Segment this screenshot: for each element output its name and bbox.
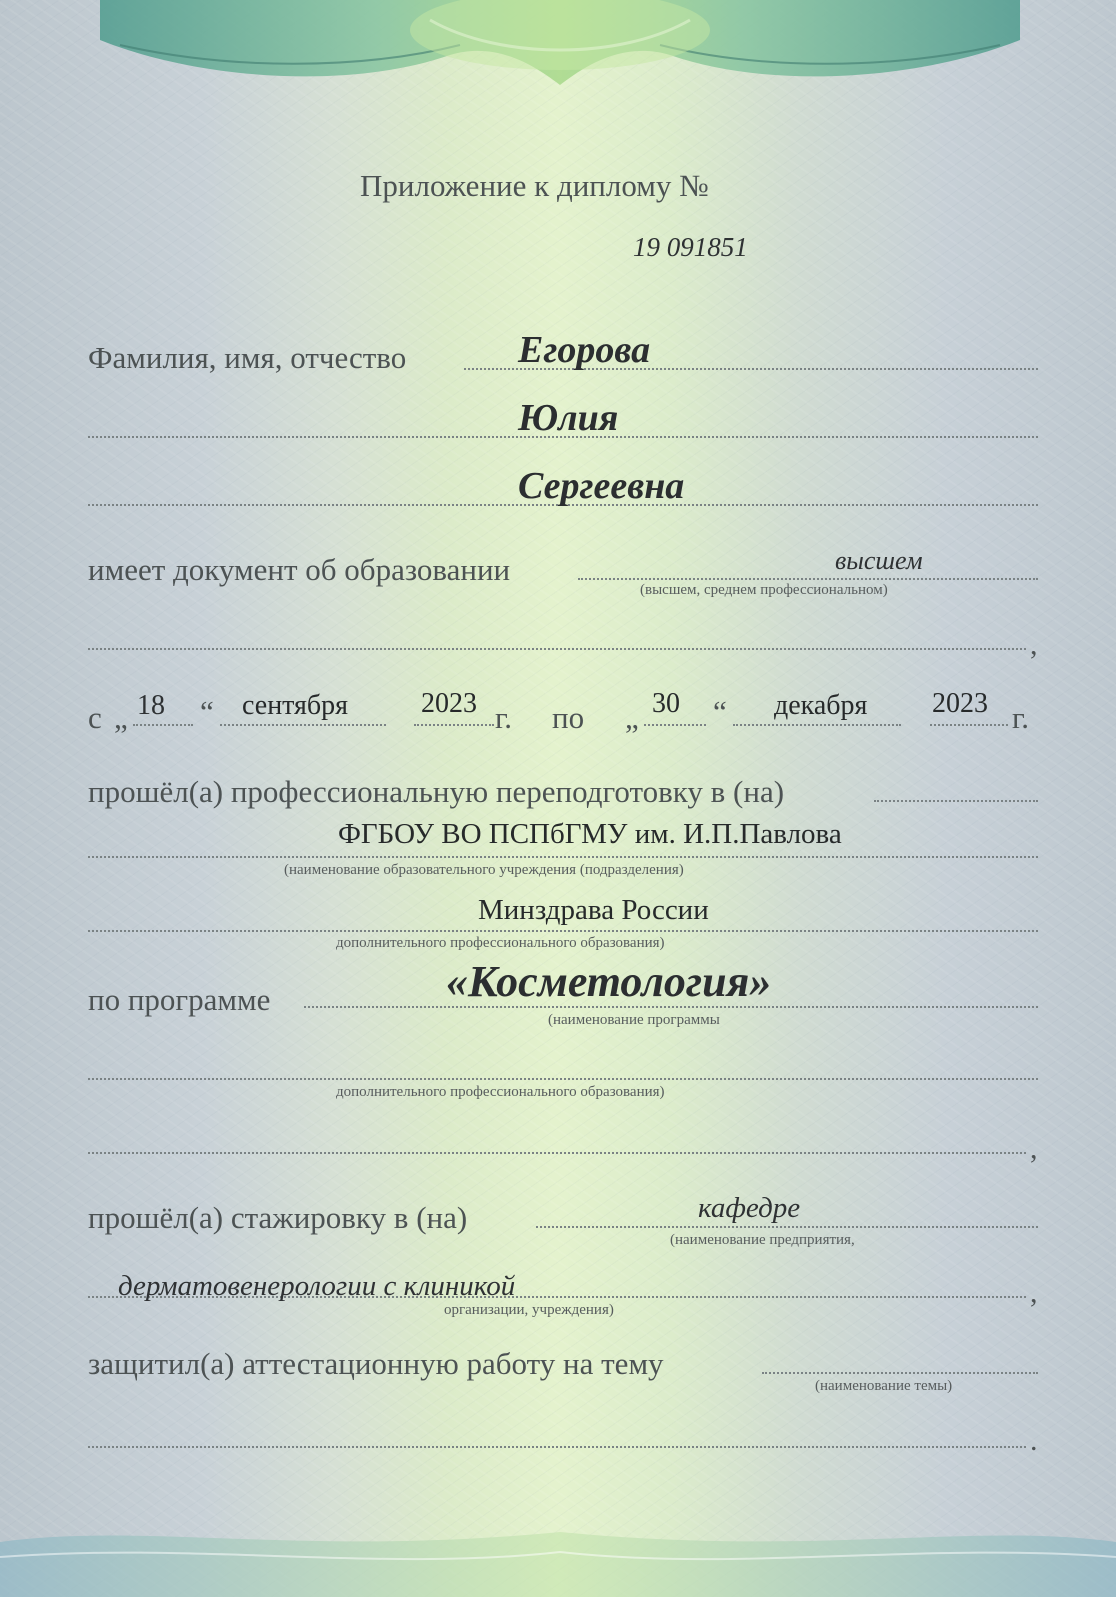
retraining-line-2: [88, 856, 1038, 858]
to-day-value: 30: [652, 688, 680, 719]
thesis-period: .: [1030, 1424, 1038, 1457]
period-prefix: с: [88, 700, 102, 735]
first-name-value: Юлия: [518, 397, 619, 439]
institution-line-2: Минздрава России: [478, 894, 709, 926]
internship-value-1: кафедре: [698, 1192, 801, 1224]
patronymic-value: Сергеевна: [518, 465, 685, 507]
program-comma: ,: [1030, 1132, 1038, 1165]
guilloche-ornament-top: [0, 0, 1116, 130]
program-value: «Косметология»: [446, 957, 772, 1006]
program-caption-2: дополнительного профессионального образования): [336, 1084, 665, 1100]
program-line-2: [88, 1078, 1038, 1080]
to-year-value: 2023: [932, 688, 988, 719]
thesis-line-1: [762, 1372, 1038, 1374]
to-month-line: [733, 724, 901, 726]
from-year-suffix: г.: [495, 700, 512, 735]
from-month-value: сентября: [242, 690, 349, 721]
thesis-caption: (наименование темы): [815, 1378, 953, 1394]
thesis-line-2: [88, 1446, 1026, 1448]
institution-caption: (наименование образовательного учреждения (подразделения): [284, 862, 684, 878]
institution-line-1: ФГБОУ ВО ПСПбГМУ им. И.П.Павлова: [338, 818, 842, 850]
internship-label: прошёл(а) стажировку в (на): [88, 1200, 468, 1235]
thesis-label: защитил(а) аттестационную работу на тему: [88, 1346, 664, 1381]
diploma-number: 19 091851: [633, 232, 748, 262]
period-close-quote-1: “: [200, 694, 214, 729]
education-value: высшем: [835, 546, 923, 575]
internship-line-1: [536, 1226, 1038, 1228]
period-close-quote-2: “: [713, 694, 727, 729]
from-day-value: 18: [137, 690, 165, 721]
education-label: имеет документ об образовании: [88, 552, 511, 587]
program-line-3: [88, 1152, 1026, 1154]
program-caption: (наименование программы: [548, 1012, 720, 1028]
from-month-line: [220, 724, 386, 726]
from-year-value: 2023: [421, 688, 477, 719]
education-comma: ,: [1030, 628, 1038, 661]
retraining-line-3: [88, 930, 1038, 932]
internship-value-2: дерматовенерологии с клиникой: [118, 1270, 516, 1302]
retraining-label: прошёл(а) профессиональную переподготовку в (на): [88, 774, 785, 809]
to-month-value: декабря: [774, 690, 868, 721]
fio-label: Фамилия, имя, отчество: [88, 340, 407, 375]
internship-caption-1: (наименование предприятия,: [670, 1232, 855, 1248]
to-year-suffix: г.: [1012, 700, 1029, 735]
internship-comma: ,: [1030, 1276, 1038, 1309]
from-day-line: [133, 724, 193, 726]
to-day-line: [644, 724, 706, 726]
from-year-line: [414, 724, 494, 726]
to-year-line: [930, 724, 1008, 726]
period-by: по: [552, 700, 585, 735]
institution-caption-2: дополнительного профессионального образования): [336, 935, 665, 951]
period-open-quote-2: „: [625, 700, 639, 735]
surname-value: Егорова: [518, 329, 651, 371]
education-line: [578, 578, 1038, 580]
program-label: по программе: [88, 982, 271, 1017]
guilloche-ornament-bottom: [0, 1487, 1116, 1597]
education-caption: (высшем, среднем профессиональном): [640, 582, 888, 598]
period-open-quote-1: „: [114, 700, 128, 735]
document-title: Приложение к диплому №: [360, 168, 709, 203]
retraining-line-1: [874, 800, 1038, 802]
education-line-2: [88, 648, 1026, 650]
internship-caption-2: организации, учреждения): [444, 1302, 614, 1318]
